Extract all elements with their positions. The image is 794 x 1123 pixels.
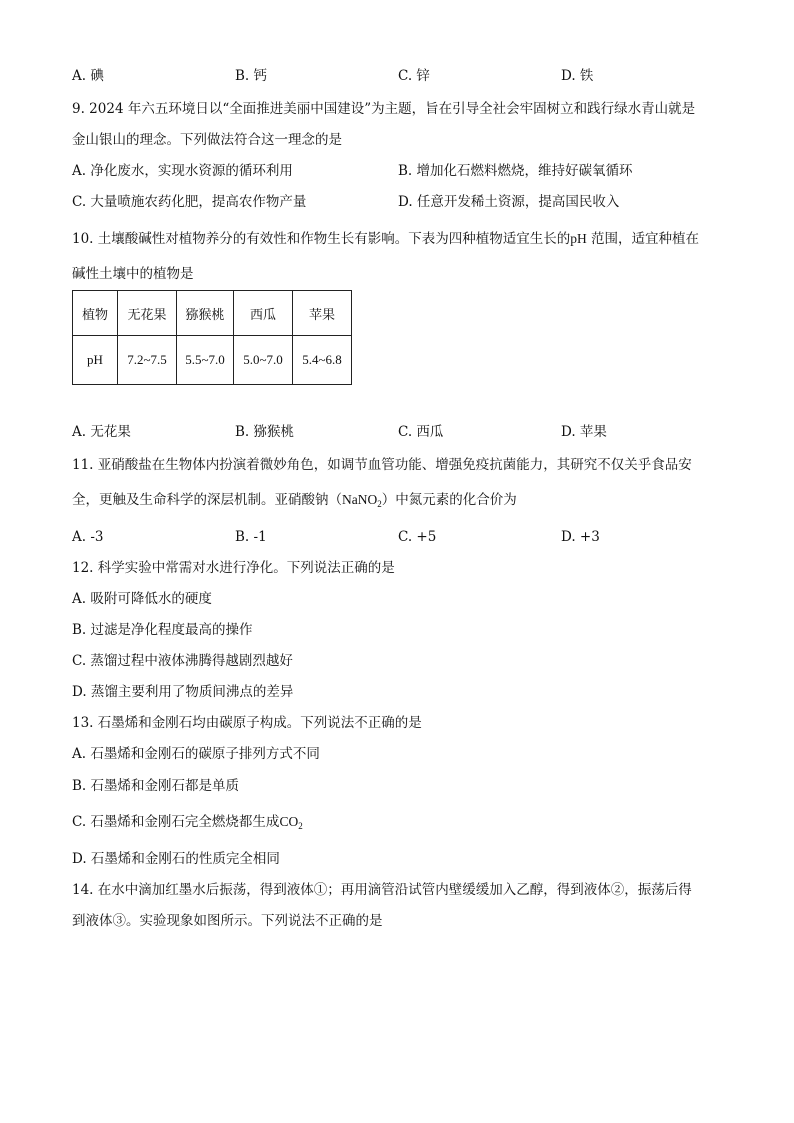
q14-stem-line1: 14. 在水中滴加红墨水后振荡，得到液体①；再用滴管沿试管内壁缓缓加入乙醇，得到液体②，振荡后得 xyxy=(72,882,692,898)
q10-option-a: A. 无花果 xyxy=(72,424,131,440)
q10-stem-line2: 碱性土壤中的植物是 xyxy=(72,266,194,282)
q9-option-b: B. 增加化石燃料燃烧，维持好碳氧循环 xyxy=(398,163,633,179)
q10-options xyxy=(72,422,732,442)
q13-option-c-text: C. 石墨烯和金刚石完全燃烧都生成 xyxy=(72,814,280,830)
nano2-formula xyxy=(342,492,382,507)
q13-option-d: D. 石墨烯和金刚石的性质完全相同 xyxy=(72,851,280,867)
q8-option-a: A. 碘 xyxy=(72,68,104,84)
q11-options xyxy=(72,527,732,547)
formula-subscript: 2 xyxy=(298,821,303,831)
q9-options-row1 xyxy=(72,161,732,181)
co2-formula xyxy=(279,814,302,829)
q11-stem-text-end: ）中氮元素的化合价为 xyxy=(381,492,517,508)
q10-option-b: B. 猕猴桃 xyxy=(235,424,295,440)
q11-option-d: D. +3 xyxy=(561,529,600,545)
q14-stem-line2: 到液体③。实验现象如图所示。下列说法不正确的是 xyxy=(72,913,383,929)
ph-table-cell: 5.0~7.0 xyxy=(234,336,293,385)
q11-option-b: B. -1 xyxy=(235,529,267,545)
q9-stem-line1: 9. 2024 年六五环境日以“全面推进美丽中国建设”为主题，旨在引导全社会牢固树立和践行绿水青山就是 xyxy=(72,101,696,117)
q12-option-b: B. 过滤是净化程度最高的操作 xyxy=(72,622,253,638)
ph-table-value-row xyxy=(73,336,352,385)
q8-options xyxy=(72,66,732,86)
ph-table-header-row xyxy=(73,291,352,336)
q11-stem-line2 xyxy=(72,490,517,514)
ph-table-cell: pH xyxy=(73,336,118,385)
q10-ph-symbol: pH xyxy=(570,231,587,246)
q10-stem-text: 10. 土壤酸碱性对植物养分的有效性和作物生长有影响。下表为四种植物适宜生长的 xyxy=(72,231,571,247)
q8-option-d: D. 铁 xyxy=(561,68,594,84)
formula-main: NaNO xyxy=(342,492,378,507)
q9-stem-line2: 金山银山的理念。下列做法符合这一理念的是 xyxy=(72,132,342,148)
q13-stem: 13. 石墨烯和金刚石均由碳原子构成。下列说法不正确的是 xyxy=(72,715,422,731)
q9-option-c: C. 大量喷施农药化肥，提高农作物产量 xyxy=(72,194,307,210)
q9-option-d: D. 任意开发稀土资源，提高国民收入 xyxy=(398,194,620,210)
q8-option-b: B. 钙 xyxy=(235,68,268,84)
q13-option-b: B. 石墨烯和金刚石都是单质 xyxy=(72,778,240,794)
ph-table-cell: 7.2~7.5 xyxy=(118,336,177,385)
q10-option-c: C. 西瓜 xyxy=(398,424,444,440)
q12-option-c: C. 蒸馏过程中液体沸腾得越剧烈越好 xyxy=(72,653,293,669)
ph-table-cell: 5.4~6.8 xyxy=(293,336,352,385)
q11-option-a: A. -3 xyxy=(72,529,104,545)
q13-option-c xyxy=(72,812,303,836)
ph-table-header-cell: 猕猴桃 xyxy=(177,291,234,336)
ph-table xyxy=(72,290,352,385)
q10-stem-line1 xyxy=(72,229,699,249)
q12-stem: 12. 科学实验中常需对水进行净化。下列说法正确的是 xyxy=(72,560,395,576)
q11-stem-line1: 11. 亚硝酸盐在生物体内扮演着微妙角色，如调节血管功能、增强免疫抗菌能力，其研究不仅关乎食品安 xyxy=(72,457,692,473)
ph-table-header-cell: 植物 xyxy=(73,291,118,336)
q12-option-a: A. 吸附可降低水的硬度 xyxy=(72,591,212,607)
q11-option-c: C. +5 xyxy=(398,529,437,545)
q9-option-a: A. 净化废水，实现水资源的循环利用 xyxy=(72,163,293,179)
q12-option-d: D. 蒸馏主要利用了物质间沸点的差异 xyxy=(72,684,294,700)
formula-subscript: 2 xyxy=(377,499,382,509)
q8-option-c: C. 锌 xyxy=(398,68,430,84)
q9-options-row2 xyxy=(72,192,732,212)
q10-stem-text-end: 范围，适宜种植在 xyxy=(586,231,700,247)
q10-option-d: D. 苹果 xyxy=(561,424,607,440)
q13-option-a: A. 石墨烯和金刚石的碳原子排列方式不同 xyxy=(72,746,320,762)
ph-table-header-cell: 苹果 xyxy=(293,291,352,336)
ph-table-cell: 5.5~7.0 xyxy=(177,336,234,385)
formula-main: CO xyxy=(279,814,299,829)
ph-table-header-cell: 西瓜 xyxy=(234,291,293,336)
ph-table-header-cell: 无花果 xyxy=(118,291,177,336)
q11-stem-text: 全，更触及生命科学的深层机制。亚硝酸钠（ xyxy=(72,492,342,508)
